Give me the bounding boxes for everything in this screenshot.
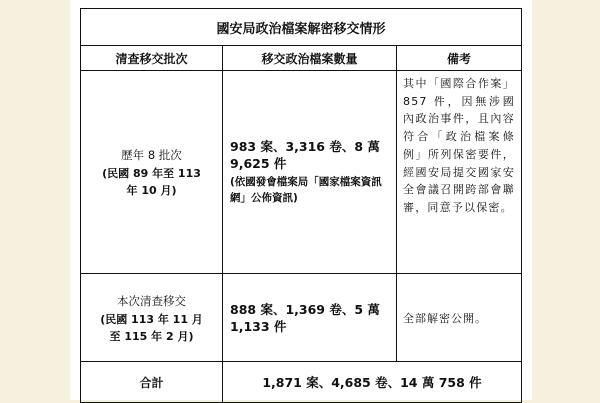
quantity-value: 888 案、1,369 卷、5 萬 1,133 件	[230, 301, 380, 334]
batch-period	[81, 311, 222, 345]
quantity-cell	[223, 71, 397, 274]
declassification-table	[80, 8, 522, 403]
total-label: 合計	[81, 362, 223, 403]
batch-cell	[81, 71, 223, 274]
batch-period-line1: (民國 113 年 11 月	[100, 312, 203, 326]
header-batch: 清查移交批次	[81, 46, 223, 71]
batch-period-line2: 年 10 月)	[126, 184, 177, 197]
quantity-value: 983 案、3,316 卷、8 萬 9,625 件	[230, 139, 380, 171]
header-row	[81, 46, 522, 71]
header-remarks: 備考	[397, 46, 522, 71]
remarks-cell: 其中「國際合作案」857 件，因無涉國內政治事件，且內容符合「政治檔案條例」所列保密要件，經國安局提交國家安全會議召開跨部會聯審，同意予以保密。	[397, 71, 522, 274]
batch-label: 歷年 8 批次	[121, 148, 182, 162]
table-row	[81, 274, 522, 362]
batch-label: 本次清查移交	[117, 293, 186, 308]
batch-period	[81, 165, 222, 199]
table-title: 國安局政治檔案解密移交情形	[81, 9, 522, 46]
total-value: 1,871 案、4,685 卷、14 萬 758 件	[223, 362, 522, 403]
quantity-cell	[223, 274, 397, 362]
batch-period-line2: 至 115 年 2 月)	[109, 329, 194, 343]
batch-cell	[81, 274, 223, 362]
quantity-source: (依國發會檔案局「國家檔案資訊網」公佈資訊)	[230, 176, 382, 204]
table-row	[81, 71, 522, 274]
document-sheet	[70, 0, 532, 400]
header-quantity: 移交政治檔案數量	[223, 46, 397, 71]
batch-period-line1: (民國 89 年至 113	[102, 167, 201, 180]
remarks-cell: 全部解密公開。	[397, 274, 522, 362]
total-row	[81, 362, 522, 403]
